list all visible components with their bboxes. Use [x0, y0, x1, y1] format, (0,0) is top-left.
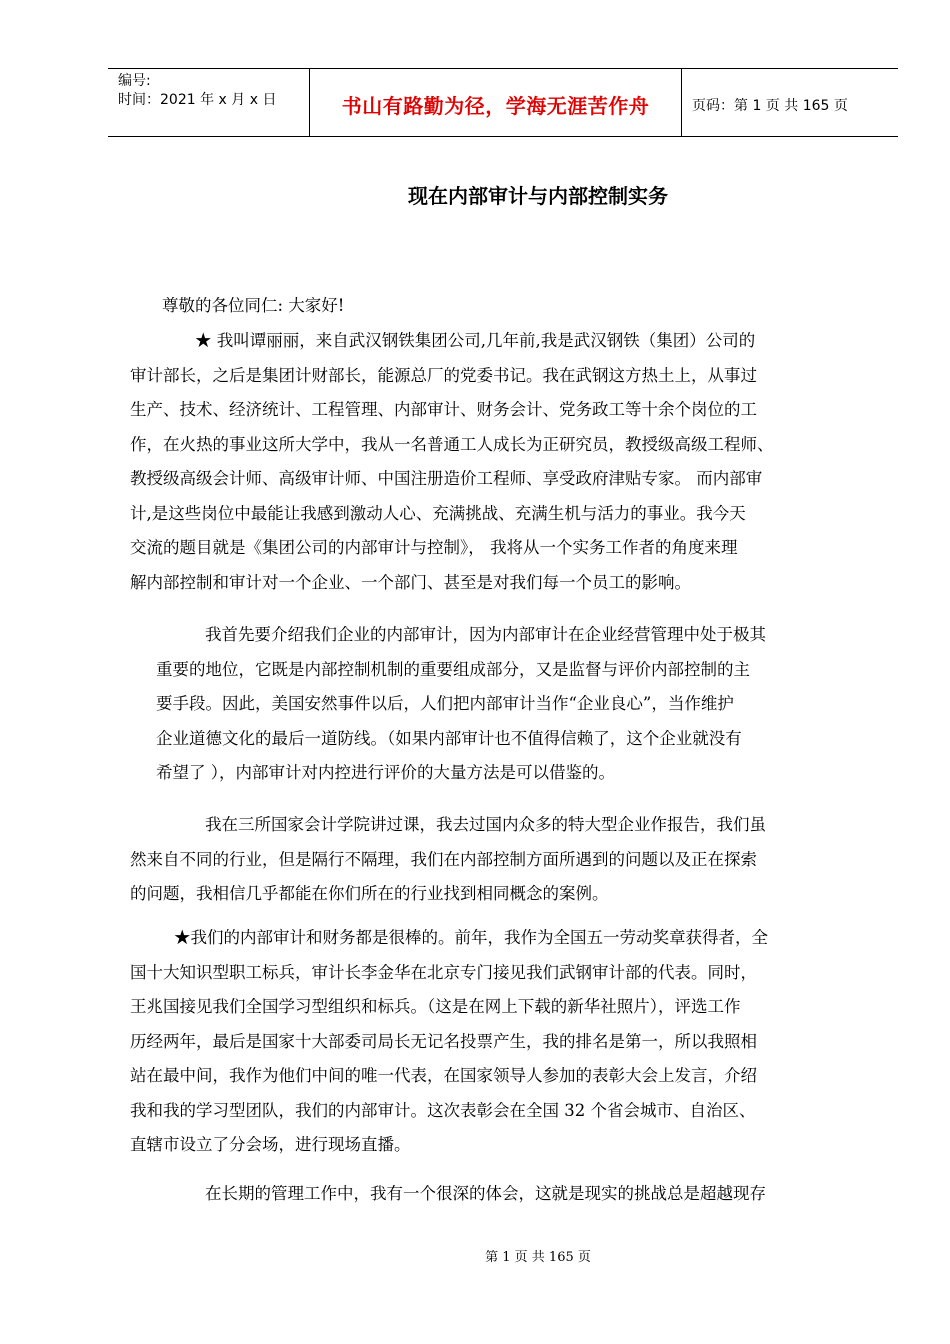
paragraph-line: ★ 我叫谭丽丽，来自武汉钢铁集团公司,几年前,我是武汉钢铁（集团）公司的	[195, 331, 756, 350]
paragraph-line: 解内部控制和审计对一个企业、一个部门、甚至是对我们每一个员工的影响。	[130, 572, 691, 592]
paragraph-line: 要手段。因此，美国安然事件以后，人们把内部审计当作“企业良心”，当作维护	[156, 694, 734, 713]
paragraph-2	[130, 618, 870, 791]
paragraph-line: 交流的题目就是《集团公司的内部审计与控制》， 我将从一个实务工作者的角度来理	[130, 538, 738, 557]
paragraph-line: 历经两年，最后是国家十大部委司局长无记名投票产生，我的排名是第一，所以我照相	[130, 1031, 757, 1051]
paragraph-line: 我和我的学习型团队，我们的内部审计。这次表彰会在全国 32 个省会城市、自治区、	[130, 1100, 756, 1120]
paragraph-line: 在长期的管理工作中，我有一个很深的体会，这就是现实的挑战总是超越现存	[205, 1184, 766, 1203]
paragraph-line: 站在最中间，我作为他们中间的唯一代表，在国家领导人参加的表彰大会上发言，介绍	[130, 1066, 757, 1085]
motto: 书山有路勤为径，学海无涯苦作舟	[310, 69, 682, 136]
page-info: 页码：第 1 页 共 165 页	[692, 97, 848, 114]
paragraph-line: 重要的地位，它既是内部控制机制的重要组成部分，又是监督与评价内部控制的主	[156, 659, 750, 679]
paragraph-line: 作，在火热的事业这所大学中，我从一名普通工人成长为正研究员，教授级高级工程师、	[130, 434, 774, 454]
paragraph-line: 生产、技术、经济统计、工程管理、内部审计、财务会计、党务政工等十余个岗位的工	[130, 400, 757, 419]
document-title: 现在内部审计与内部控制实务	[408, 184, 668, 208]
paragraph-1	[130, 324, 870, 600]
paragraph-line: 我在三所国家会计学院讲过课，我去过国内众多的特大型企业作报告，我们虽	[205, 815, 766, 834]
paragraph-line: 我首先要介绍我们企业的内部审计，因为内部审计在企业经营管理中处于极其	[205, 625, 766, 644]
greeting	[162, 289, 344, 324]
header-table	[108, 68, 898, 137]
header-meta-cell	[108, 69, 310, 136]
paragraph-line: 企业道德文化的最后一道防线。（如果内部审计也不值得信赖了，这个企业就没有	[156, 728, 742, 748]
paragraph-line: 王兆国接见我们全国学习型组织和标兵。（这是在网上下载的新华社照片），评选工作	[130, 997, 741, 1016]
paragraph-5	[130, 1177, 870, 1212]
paragraph-line: 然来自不同的行业，但是隔行不隔理，我们在内部控制方面所遇到的问题以及正在探索	[130, 849, 757, 869]
time-label: 时间：2021 年 x 月 x 日	[118, 92, 277, 108]
paragraph-4	[130, 921, 870, 1163]
number-label: 编号:	[118, 73, 151, 89]
greeting-line: 尊敬的各位同仁: 大家好!	[162, 296, 345, 315]
paragraph-line: 教授级高级会计师、高级审计师、中国注册造价工程师、享受政府津贴专家。 而内部审	[130, 469, 763, 488]
paragraph-line: ★我们的内部审计和财务都是很棒的。前年，我作为全国五一劳动奖章获得者，全	[174, 928, 768, 947]
paragraph-line: 的问题，我相信几乎都能在你们所在的行业找到相同概念的案例。	[130, 884, 609, 903]
paragraph-line: 希望了 ），内部审计对内控进行评价的大量方法是可以借鉴的。	[156, 763, 615, 782]
paragraph-line: 审计部长，之后是集团计财部长，能源总厂的党委书记。我在武钢这方热土上，从事过	[130, 365, 757, 385]
paragraph-line: 国十大知识型职工标兵，审计长李金华在北京专门接见我们武钢审计部的代表。同时，	[130, 962, 757, 982]
paragraph-line: 计,是这些岗位中最能让我感到激动人心、充满挑战、充满生机与活力的事业。我今天	[130, 503, 746, 523]
paragraph-line: 直辖市设立了分会场，进行现场直播。	[130, 1135, 411, 1154]
paragraph-3	[130, 808, 870, 912]
page-footer: 第 1 页 共 165 页	[485, 1250, 591, 1265]
